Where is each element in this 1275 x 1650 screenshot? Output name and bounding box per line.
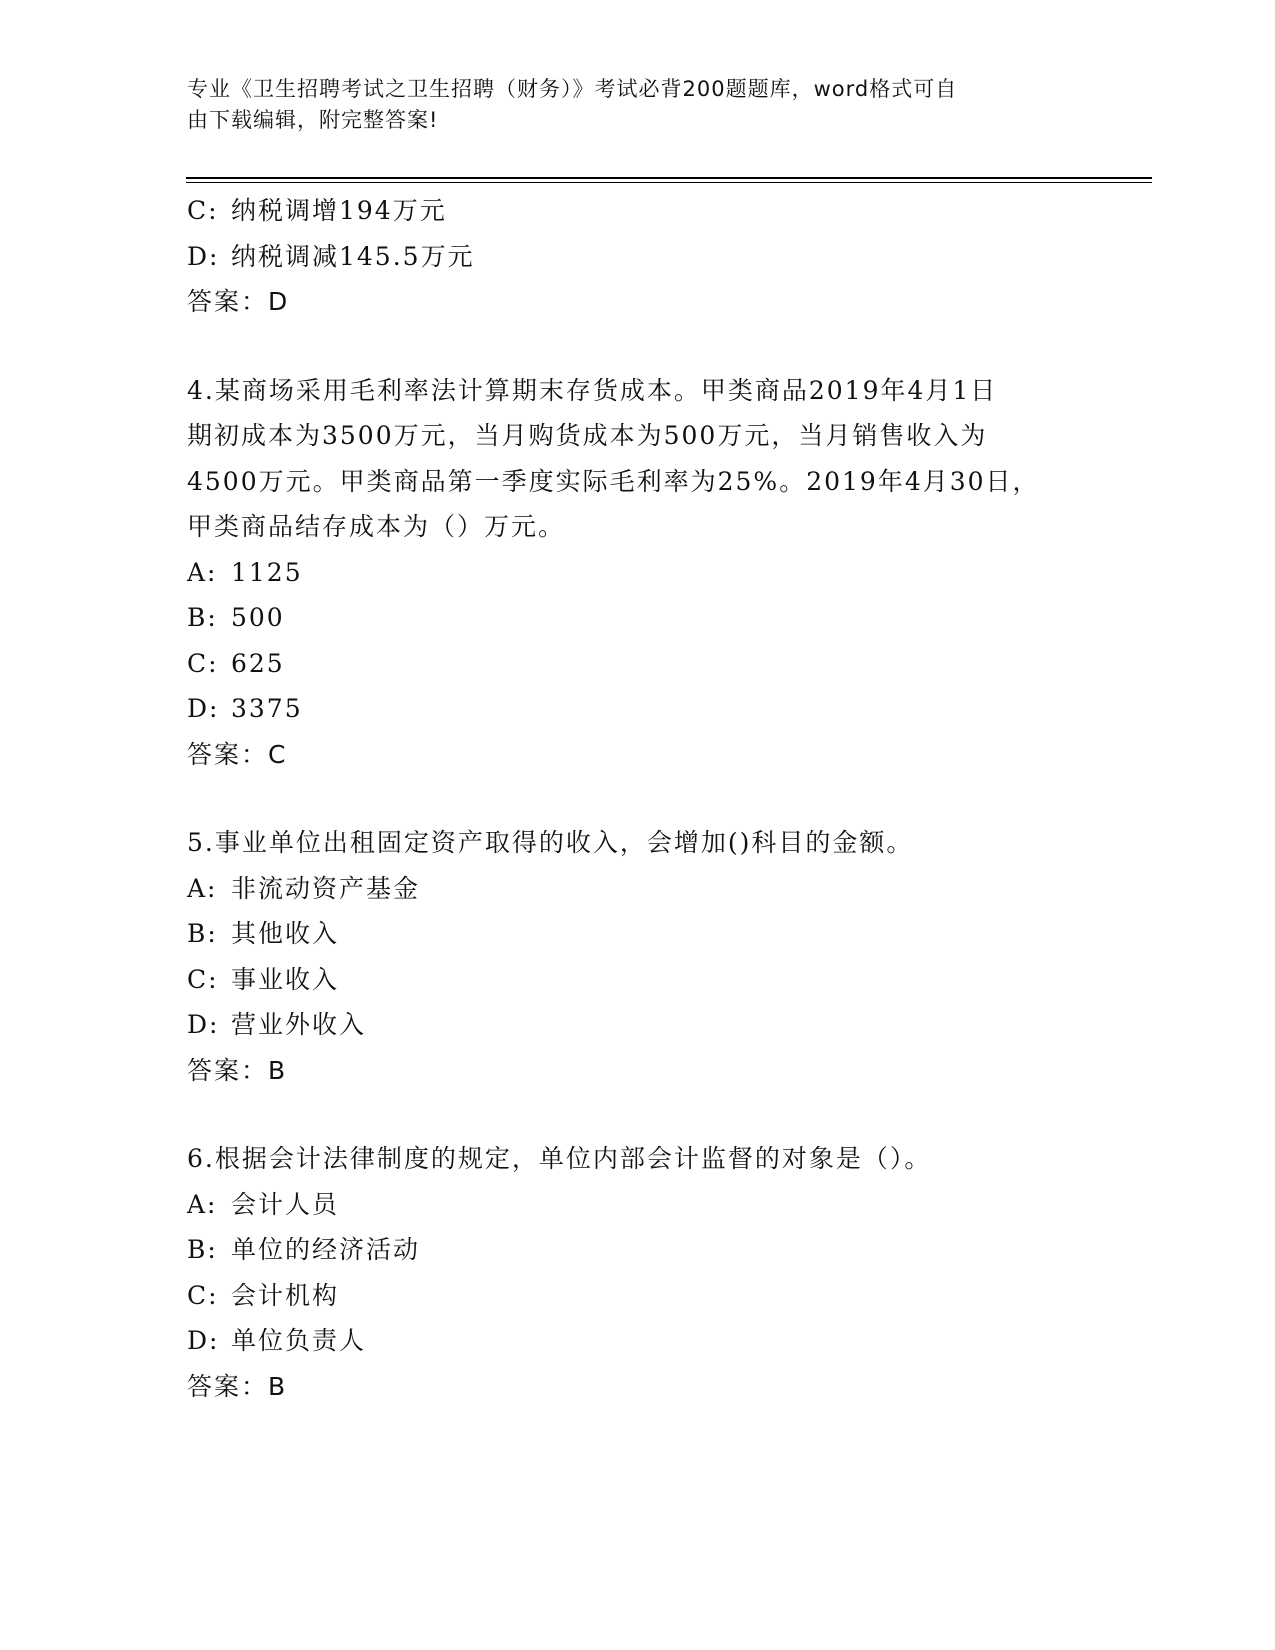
option-label: D: — [187, 241, 220, 271]
option-text: 营业外收入 — [231, 1010, 367, 1039]
option-text: 会计人员 — [231, 1189, 340, 1219]
answer: 答案：B — [187, 1055, 288, 1085]
option-label: B: — [187, 919, 218, 948]
option-d — [187, 686, 1087, 732]
option-c — [187, 641, 1087, 687]
option-label: D: — [187, 1010, 220, 1039]
spacer — [187, 325, 1087, 368]
option-label: A: — [187, 557, 218, 587]
option-label: D: — [187, 1326, 220, 1355]
question-text-line: 5.事业单位出租固定资产取得的收入，会增加()科目的金额。 — [187, 828, 914, 857]
option-text: 500 — [231, 603, 285, 632]
option-label: A: — [187, 873, 218, 903]
header-line-1: 专业《卫生招聘考试之卫生招聘（财务）》考试必背200题题库，word格式可自 — [187, 77, 958, 101]
option-c — [187, 957, 1087, 1003]
option-label: C: — [187, 196, 219, 225]
option-text: 事业收入 — [231, 964, 340, 994]
option-label: C: — [187, 648, 219, 678]
answer: 答案：B — [187, 1371, 288, 1401]
question-4 — [187, 368, 1087, 778]
question-text-line: 甲类商品结存成本为（）万元。 — [187, 512, 566, 541]
option-label: B: — [187, 1235, 218, 1264]
option-label: B: — [187, 603, 218, 632]
option-label: D: — [187, 694, 220, 723]
question-6 — [187, 1136, 1087, 1409]
document-body — [187, 188, 1087, 1409]
option-text: 其他收入 — [231, 919, 340, 948]
option-text: 单位的经济活动 — [231, 1235, 421, 1264]
option-a — [187, 866, 1087, 912]
header-divider-thick — [186, 177, 1152, 179]
option-c — [187, 188, 1087, 234]
option-text: 纳税调减145.5万元 — [231, 241, 475, 271]
option-label: C: — [187, 964, 219, 994]
option-d — [187, 234, 1087, 280]
option-label: C: — [187, 1280, 219, 1310]
option-text: 单位负责人 — [231, 1326, 367, 1355]
question-3-tail — [187, 188, 1087, 325]
option-label: A: — [187, 1189, 218, 1219]
option-d — [187, 1002, 1087, 1048]
question-text-line: 4.某商场采用毛利率法计算期末存货成本。甲类商品2019年4月1日 — [187, 375, 998, 405]
question-5 — [187, 820, 1087, 1093]
option-text: 3375 — [231, 694, 303, 723]
option-a — [187, 1182, 1087, 1228]
question-text-line: 期初成本为3500万元，当月购货成本为500万元，当月销售收入为 — [187, 421, 988, 450]
option-text: 625 — [231, 648, 285, 678]
option-b — [187, 595, 1087, 641]
question-text-line: 6.根据会计法律制度的规定，单位内部会计监督的对象是（）。 — [187, 1144, 932, 1173]
option-text: 非流动资产基金 — [231, 873, 421, 903]
spacer — [187, 777, 1087, 820]
option-text: 纳税调增194万元 — [231, 196, 447, 225]
option-d — [187, 1318, 1087, 1364]
page-header — [187, 74, 1067, 136]
answer: 答案：D — [187, 287, 290, 316]
header-line-2: 由下载编辑，附完整答案! — [187, 108, 439, 132]
header-divider-thin — [186, 182, 1152, 183]
option-a — [187, 550, 1087, 596]
question-text-line: 4500万元。甲类商品第一季度实际毛利率为25%。2019年4月30日， — [187, 466, 1040, 496]
option-b — [187, 911, 1087, 957]
answer: 答案：C — [187, 739, 288, 769]
option-text: 1125 — [231, 557, 303, 587]
spacer — [187, 1093, 1087, 1136]
option-c — [187, 1273, 1087, 1319]
option-text: 会计机构 — [231, 1280, 340, 1310]
option-b — [187, 1227, 1087, 1273]
